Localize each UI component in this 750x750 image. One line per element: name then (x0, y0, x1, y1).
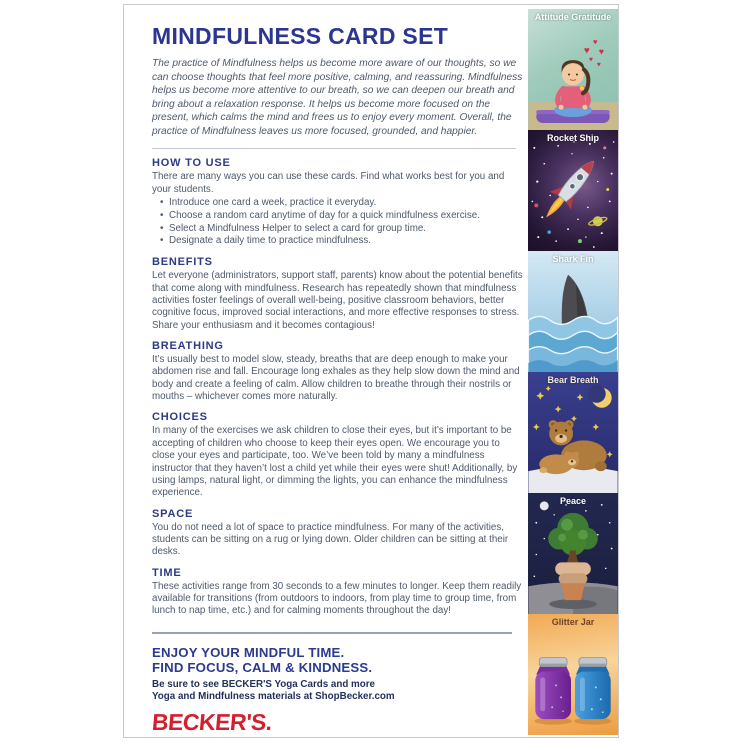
section-body: In many of the exercises we ask children to close their eyes, but it’s important to be accepting of children who choose to keep their eyes open. We encourage you to close your eyes and participate, too. We’ve been told by many a mindfulness instructor that they haven’t lost a child yet while their eyes were shut! Additionally, by using lamps, natural light, or dimming the lights, you can enhance the mindfulness experience. (152, 425, 518, 499)
svg-text:♥: ♥ (598, 46, 605, 57)
card-title-label: Bear Breath (547, 375, 599, 385)
section-body: Let everyone (administrators, support staff, parents) know about the potential benefits that come along with mindfulness. Research has repeatedly shown that mindfulness activities foster feelings of overall well-being, positive classroom behaviors, better cognitive focus, improved social interactions, and more effective responses to stress. Share your enthusiasm and it becomes contagious! (152, 270, 523, 331)
footer-headline-line2: FIND FOCUS, CALM & KINDNESS. (152, 659, 373, 675)
svg-text:♥: ♥ (592, 37, 598, 47)
footer-note-line1: Be sure to see BECKER'S Yoga Cards and more (152, 678, 376, 690)
section-heading: BENEFITS (152, 256, 213, 269)
svg-text:♥: ♥ (583, 45, 590, 57)
peace-illustration (528, 493, 618, 614)
svg-text:♥: ♥ (596, 61, 601, 69)
bullet-list (152, 197, 524, 248)
card-title-label: Glitter Jar (551, 617, 595, 627)
card-title-label: Rocket Ship (546, 133, 599, 143)
card-thumbnail-peace (528, 493, 618, 614)
card-thumbnail-bear-breath (528, 372, 618, 493)
section-body: It’s usually best to model slow, steady, breaths that are deep enough to make your abdomen rise and fall. Encourage long exhales as they help slow down the mind and body and create a feeling of calm. Allow children to breathe through their nostrils or mouths – whichever comes more naturally. (152, 354, 520, 403)
glitter-jar-illustration (528, 614, 618, 735)
footer-headline-line1: ENJOY YOUR MINDFUL TIME. (152, 644, 345, 660)
section-heading: TIME (152, 566, 182, 579)
beckers-logo: BECKER'S. (150, 709, 274, 736)
section-benefits (152, 256, 524, 332)
main-content (152, 5, 524, 736)
divider-bottom (152, 632, 512, 634)
section-how-to-use (152, 157, 524, 248)
card-title-label: Attitude Gratitude (534, 12, 612, 22)
section-body: These activities range from 30 seconds to a few minutes to longer. Keep them readily available for transitions (from outdoors to indoors, from play time to group time, from lunch to nap time, etc.) and for calming moments throughout the day! (152, 580, 522, 617)
footer-note-line2: Yoga and Mindfulness materials at ShopBecker.com (152, 690, 395, 702)
card-thumbnail-attitude-gratitude (528, 9, 618, 130)
section-heading: CHOICES (152, 411, 208, 424)
section-heading: SPACE (152, 507, 194, 520)
attitude-gratitude-illustration (528, 9, 618, 130)
bullet-item: • Introduce one card a week, practice it everyday. (160, 197, 524, 210)
section-body: There are many ways you can use these cards. Find what works best for you and your students. (152, 171, 505, 195)
card-thumbnail-glitter-jar (528, 614, 618, 735)
card-strip (528, 9, 618, 735)
rocket-ship-illustration (528, 130, 618, 251)
card-thumbnail-shark-fin (528, 251, 618, 372)
page-title: MINDFULNESS CARD SET (152, 23, 449, 49)
bullet-item: • Choose a random card anytime of day for a quick mindfulness exercise. (160, 210, 524, 223)
svg-text:♥: ♥ (588, 56, 593, 64)
section-breathing (152, 340, 524, 403)
bullet-item: • Select a Mindfulness Helper to select a card for group time. (160, 223, 524, 236)
footer (152, 646, 524, 736)
bullet-item: • Designate a daily time to practice mindfulness. (160, 235, 524, 248)
card-title-label: Shark Fin (552, 254, 594, 264)
card-title-label: Peace (559, 496, 587, 506)
section-heading: HOW TO USE (152, 157, 231, 170)
section-heading: BREATHING (152, 339, 224, 352)
divider-top (152, 148, 516, 149)
section-choices (152, 411, 524, 499)
section-time (152, 567, 524, 618)
footer-note (152, 679, 524, 703)
card-thumbnail-rocket-ship (528, 130, 618, 251)
shark-fin-illustration (528, 251, 618, 372)
section-space (152, 508, 524, 559)
bear-breath-illustration (528, 372, 618, 493)
intro-paragraph: The practice of Mindfulness helps us become more aware of our thoughts, so we can choose thoughts that feel more positive, calming, and reassuring. Mindfulness helps us become more attentive to our breath, so we can deepen our breath and bring about a relaxation response. It helps us become more focused on the present, which calms the mind and frees us to enjoy every moment. Overall, the practice of Mindfulness leaves us more focused, grounded, and happier. (152, 58, 523, 137)
section-body: You do not need a lot of space to practice mindfulness. For many of the activities, students can be sitting on a rug or lying down. Older children can be sitting at their desks. (152, 521, 509, 558)
instruction-card-page (123, 4, 619, 738)
